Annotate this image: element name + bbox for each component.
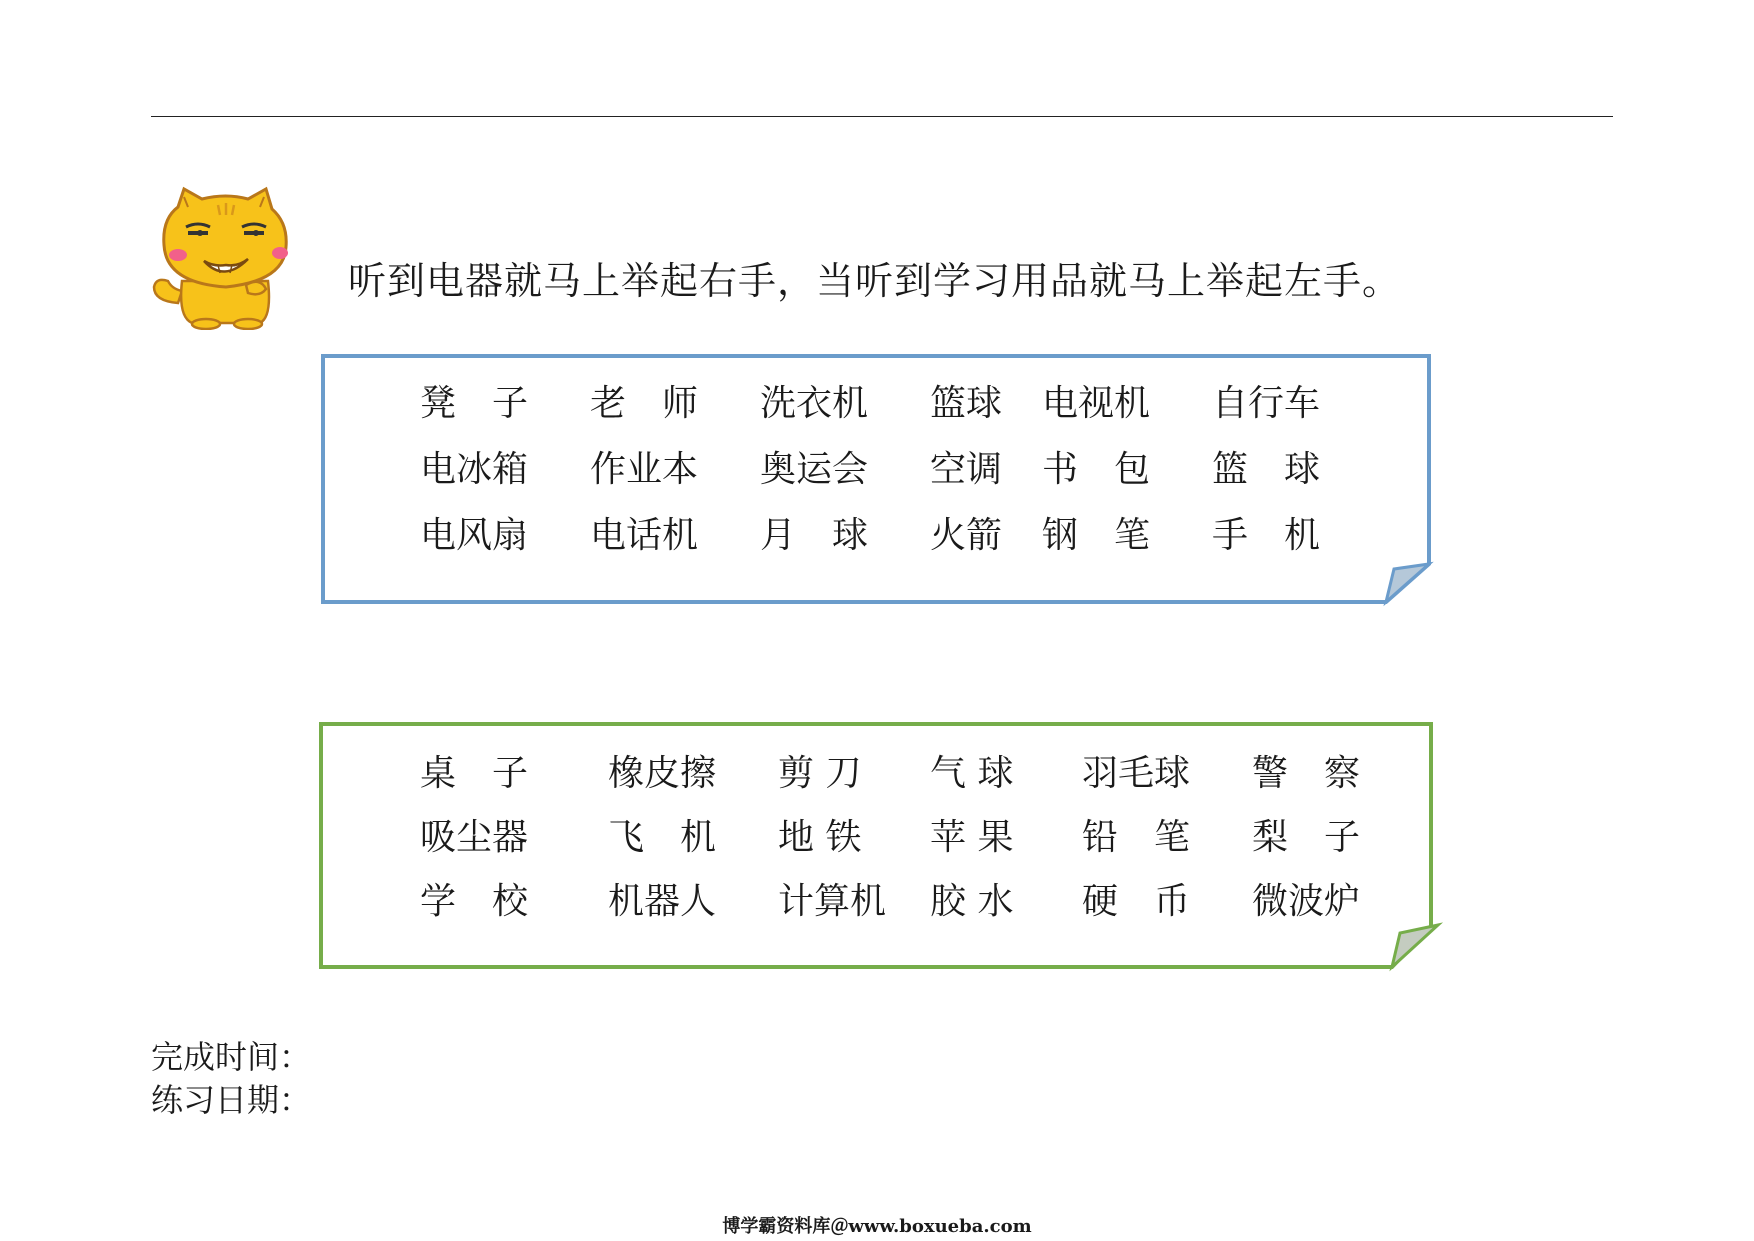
word-item: 剪 刀: [778, 753, 862, 794]
word-item: 电视机: [1042, 383, 1151, 424]
word-item: 硬 币: [1082, 881, 1191, 922]
word-item: 电风扇: [420, 515, 529, 556]
word-item: 羽毛球: [1082, 753, 1191, 794]
word-item: 铅 笔: [1082, 817, 1191, 858]
word-item: 凳 子: [420, 383, 529, 424]
word-item: 月 球: [760, 515, 869, 556]
word-item: 吸尘器: [420, 817, 529, 858]
word-item: 老 师: [590, 383, 699, 424]
word-item: 空调: [930, 449, 1003, 490]
word-item: 钢 笔: [1042, 515, 1151, 556]
word-item: 自行车: [1212, 383, 1321, 424]
word-item: 作业本: [590, 449, 699, 490]
yellow-cat-icon: [148, 185, 303, 330]
word-item: 苹 果: [930, 817, 1014, 858]
word-item: 橡皮擦: [608, 753, 717, 794]
word-item: 桌 子: [420, 753, 529, 794]
word-item: 机器人: [608, 881, 717, 922]
word-item: 地 铁: [778, 817, 862, 858]
word-item: 飞 机: [608, 817, 717, 858]
top-divider: [151, 116, 1613, 117]
word-item: 火箭: [930, 515, 1003, 556]
word-item: 篮球: [930, 383, 1003, 424]
footer-labels: [151, 1036, 311, 1122]
word-item: 洗衣机: [760, 383, 869, 424]
completion-time-label: 完成时间：: [151, 1038, 312, 1076]
instruction-text: 听到电器就马上举起右手，当听到学习用品就马上举起左手。: [348, 259, 1402, 303]
word-item: 气 球: [930, 753, 1014, 794]
word-box-1: [320, 353, 1440, 613]
word-item: 篮 球: [1212, 449, 1321, 490]
word-item: 梨 子: [1252, 817, 1361, 858]
practice-date-label: 练习日期：: [151, 1081, 312, 1119]
word-item: 计算机: [778, 881, 887, 922]
box-1-page-curl: [1386, 564, 1429, 602]
word-item: 警 察: [1252, 753, 1361, 794]
footer-credit: 博学霸资料库＠www.boxueba.com: [722, 1216, 1032, 1237]
word-item: 手 机: [1212, 515, 1321, 556]
word-item: 胶 水: [930, 881, 1014, 922]
word-item: 微波炉: [1252, 881, 1361, 922]
word-item: 书 包: [1042, 449, 1151, 490]
word-item: 电冰箱: [420, 449, 529, 490]
word-item: 学 校: [420, 881, 529, 922]
word-item: 电话机: [590, 515, 699, 556]
word-item: 奥运会: [760, 449, 869, 490]
word-box-2: [318, 721, 1448, 977]
